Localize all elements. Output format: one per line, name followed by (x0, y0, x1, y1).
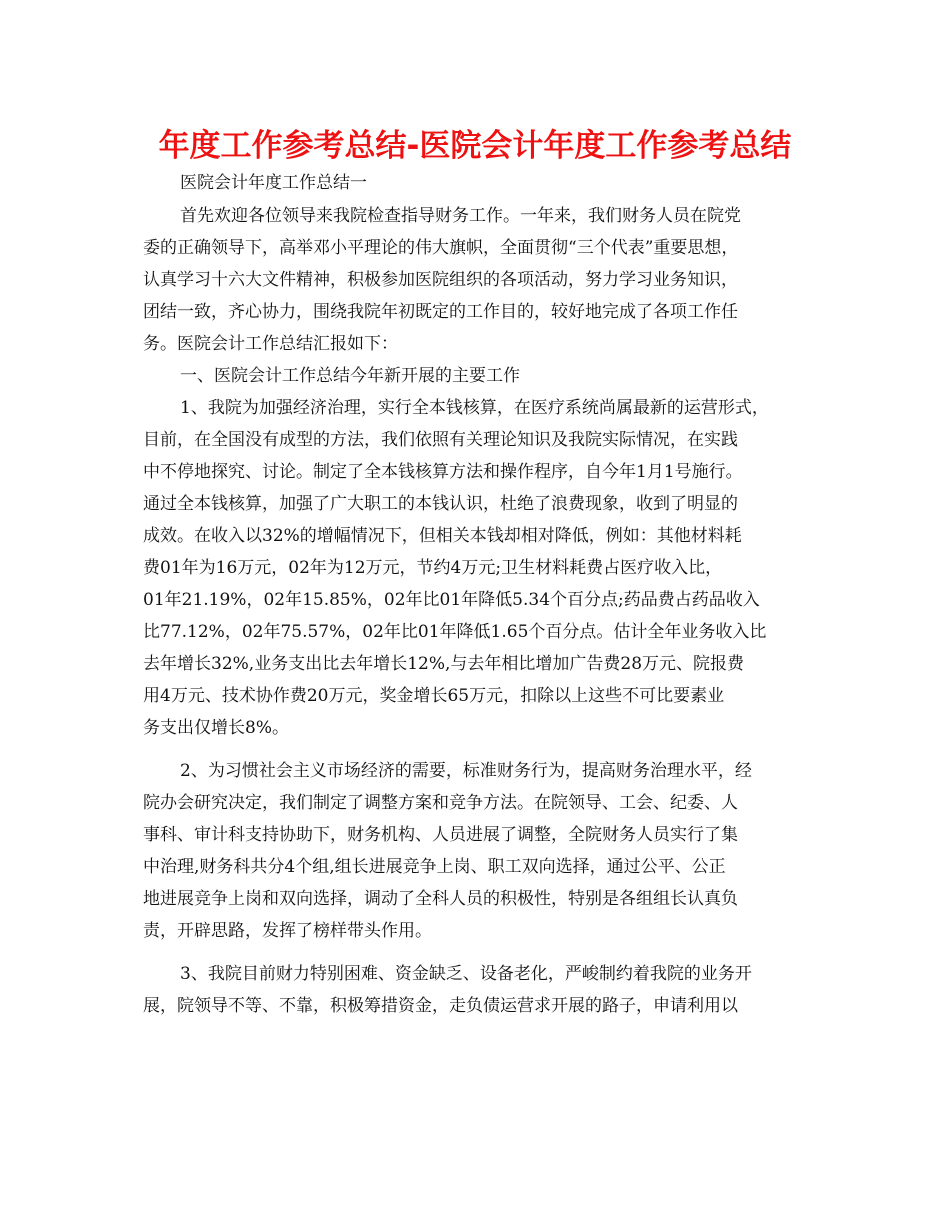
paragraph-spacer (143, 947, 819, 958)
text-line: 用4万元、技术协作费20万元，奖金增长65万元，扣除以上这些不可比要素业 (143, 686, 725, 706)
text-line: 通过全本钱核算，加强了广大职工的本钱认识，杜绝了浪费现象，收到了明显的 (143, 494, 738, 514)
text-line: 费01年为16万元，02年为12万元，节约4万元;卫生材料耗费占医疗收入比， (143, 558, 723, 578)
paragraph-item-3 (143, 958, 819, 1022)
document-title: 年度工作参考总结-医院会计年度工作参考总结 (158, 128, 792, 164)
text-line: 1、我院为加强经济治理，实行全本钱核算，在医疗系统尚属最新的运营形式， (180, 398, 769, 418)
text-line: 认真学习十六大文件精神，积极参加医院组织的各项活动，努力学习业务知识， (143, 270, 738, 290)
paragraph-item-2 (143, 755, 819, 947)
text-line: 一、医院会计工作总结今年新开展的主要工作 (180, 366, 520, 386)
text-line: 3、我院目前财力特别困难、资金缺乏、设备老化，严峻制约着我院的业务开 (180, 964, 752, 984)
text-line: 责，开辟思路，发挥了榜样带头作用。 (143, 921, 432, 941)
text-line: 地进展竞争上岗和双向选择，调动了全科人员的积极性，特别是各组组长认真负 (143, 889, 738, 909)
text-line: 目前，在全国没有成型的方法，我们依照有关理论知识及我院实际情况，在实践 (143, 430, 738, 450)
text-line: 01年21.19%，02年15.85%，02年比01年降低5.34个百分点;药品费占药品收入 (143, 590, 760, 610)
text-line: 团结一致，齐心协力，围绕我院年初既定的工作目的，较好地完成了各项工作任 (143, 302, 738, 322)
text-line: 院办会研究决定，我们制定了调整方案和竞争方法。在院领导、工会、纪委、人 (143, 793, 738, 813)
document-subtitle: 医院会计年度工作总结一 (180, 173, 367, 193)
text-line: 中治理,财务科共分4个组,组长进展竞争上岗、职工双向选择，通过公平、公正 (143, 857, 726, 877)
text-line: 务支出仅增长8%。 (143, 718, 289, 738)
text-line: 比77.12%，02年75.57%，02年比01年降低1.65个百分点。估计全年业务收入比 (143, 622, 767, 642)
paragraph-intro (143, 200, 819, 360)
paragraph-item-1 (143, 392, 819, 744)
text-line: 委的正确领导下，高举邓小平理论的伟大旗帜，全面贯彻“三个代表”重要思想， (143, 238, 739, 258)
text-line: 成效。在收入以32%的增幅情况下，但相关本钱却相对降低，例如：其他材料耗 (143, 526, 742, 546)
section-heading (143, 360, 819, 392)
text-line: 2、为习惯社会主义市场经济的需要，标准财务行为，提高财务治理水平，经 (180, 761, 752, 781)
text-line: 展，院领导不等、不靠，积极筹措资金，走负债运营求开展的路子，申请利用以 (143, 996, 738, 1016)
text-line: 首先欢迎各位领导来我院检查指导财务工作。一年来，我们财务人员在院党 (180, 206, 741, 226)
text-line: 中不停地探究、讨论。制定了全本钱核算方法和操作程序，自今年1月1号施行。 (143, 462, 743, 482)
text-line: 务。医院会计工作总结汇报如下： (143, 334, 398, 354)
text-line: 事科、审计科支持协助下，财务机构、人员进展了调整，全院财务人员实行了集 (143, 825, 738, 845)
text-line: 去年增长32%,业务支出比去年增长12%,与去年相比增加广告费28万元、院报费 (143, 654, 745, 674)
paragraph-spacer (143, 744, 819, 755)
document-body (143, 200, 819, 1022)
